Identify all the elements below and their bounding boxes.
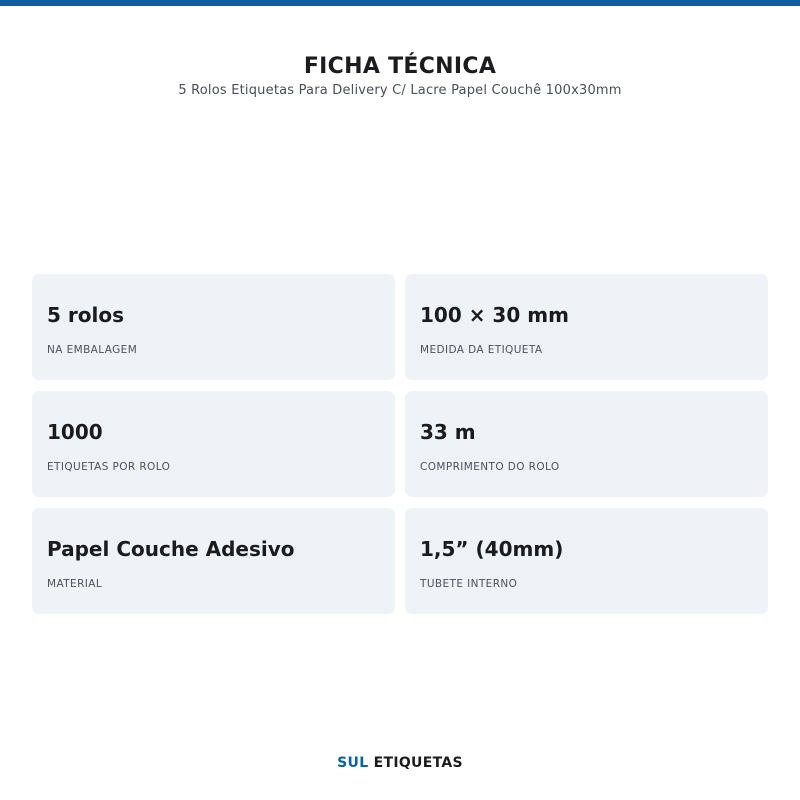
spec-grid [32,274,768,614]
spec-value: 1000 [47,420,103,444]
page-title: FICHA TÉCNICA [303,54,497,79]
spec-card-quantity [32,274,395,380]
spec-value: 100 × 30 mm [420,303,569,327]
spec-value: Papel Couche Adesivo [47,537,295,561]
spec-card-material [32,508,395,614]
spec-label: MATERIAL [47,578,103,590]
page-subtitle: 5 Rolos Etiquetas Para Delivery C/ Lacre Papel Couchê 100x30mm [178,83,622,98]
spec-value: 5 rolos [47,303,124,327]
spec-card-roll-length [405,391,768,497]
brand-accent-text: SUL [337,755,369,771]
spec-value: 33 m [420,420,476,444]
spec-label: COMPRIMENTO DO ROLO [420,461,560,473]
spec-label: NA EMBALAGEM [47,344,138,356]
spec-card-core [405,508,768,614]
spec-label: MEDIDA DA ETIQUETA [420,344,543,356]
spec-card-labels-per-roll [32,391,395,497]
brand-footer [0,755,800,771]
brand-rest-text: ETIQUETAS [373,755,463,771]
spec-value: 1,5” (40mm) [420,537,564,561]
spec-label: ETIQUETAS POR ROLO [47,461,171,473]
top-accent-bar [0,0,800,6]
spec-label: TUBETE INTERNO [420,578,518,590]
spec-card-size [405,274,768,380]
